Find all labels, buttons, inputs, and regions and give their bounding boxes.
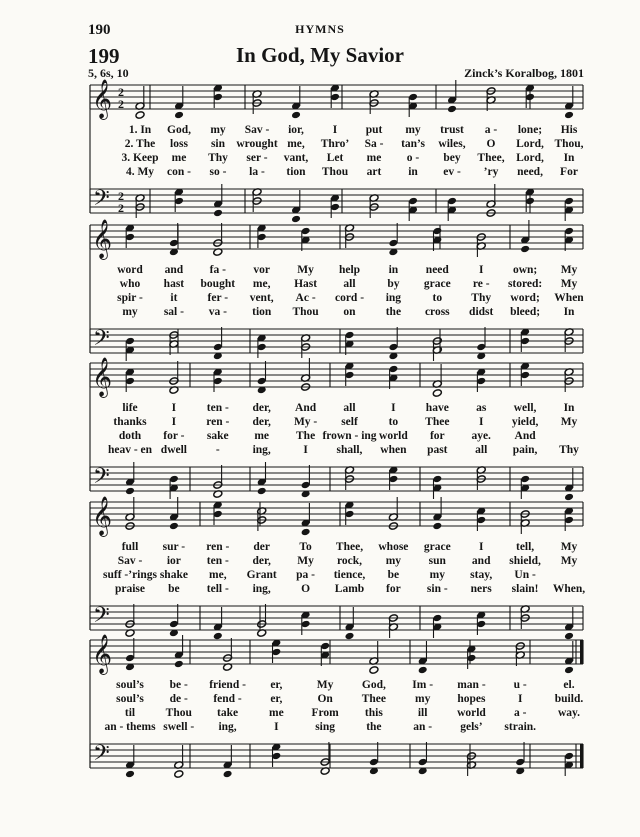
lyric-syllable: re - [472,278,490,290]
lyric-syllable: me, [209,569,227,581]
lyric-syllable: - [215,444,220,456]
lyric-syllable: My [560,264,578,276]
lyric-syllable: an - thems [104,721,156,733]
lyric-syllable: I [171,416,177,428]
lyric-syllable: When [554,292,584,304]
lyric-syllable: tan’s [401,138,425,150]
lyric-syllable: ten - [206,555,229,567]
lyric-syllable: tell, [515,541,535,553]
lyric-syllable: this [364,707,383,719]
lyric-syllable: my [210,124,226,136]
meter: 5, 6s, 10 [88,66,129,80]
lyric-syllable: Sa - [364,138,384,150]
lyric-syllable: I [478,416,484,428]
lyric-syllable: sin - [426,583,448,595]
lyric-syllable: Thou, [554,138,584,150]
lyric-syllable: tion [252,306,272,318]
lyric-syllable: rock, [336,555,363,567]
lyric-syllable: der, [252,416,271,428]
lyric-syllable: va - [208,306,227,318]
lyric-syllable: dwell [160,444,188,456]
lyric-syllable: so - [209,166,227,178]
lyric-syllable: Thou [165,707,192,719]
lyric-syllable: My [560,416,578,428]
lyric-syllable: who [119,278,141,290]
lyric-syllable: o - [406,152,420,164]
hymn-number: 199 [88,44,120,68]
lyric-syllable: 1. In [128,124,152,136]
lyric-syllable: Grant [246,569,277,581]
lyric-syllable: From [311,707,339,719]
note-head [291,111,301,120]
lyric-syllable: ev - [443,166,461,178]
lyric-syllable: de - [169,693,188,705]
lyric-syllable: vant, [283,152,309,164]
page-number: 190 [88,22,111,38]
lyric-syllable: tell - [206,583,229,595]
lyric-syllable: an - [413,721,433,733]
lyric-syllable: In [563,306,575,318]
lyric-syllable: yield, [511,416,539,428]
lyric-syllable: when [380,444,407,456]
lyric-syllable: shall, [336,444,363,456]
lyric-syllable: soul’s [116,679,144,691]
lyric-syllable: as [476,402,487,414]
bass-clef-icon: 𝄢 [93,186,110,216]
lyric-syllable: My [560,555,578,567]
lyric-syllable: for [429,430,445,442]
lyric-syllable: shield, [509,555,541,567]
lyric-syllable: tion [286,166,306,178]
time-signature-bottom: 2 [118,201,124,215]
lyric-syllable: hopes [457,693,486,705]
lyric-syllable: heav - en [107,444,153,456]
lyric-syllable: doth [118,430,142,442]
lyric-syllable: ior [166,555,181,567]
lyric-syllable: world [457,707,486,719]
lyric-syllable: ’ry [483,166,499,178]
lyric-syllable: help [338,264,361,276]
lyric-syllable: stored: [507,278,543,290]
lyric-syllable: wiles, [438,138,466,150]
lyric-syllable: have [425,402,449,414]
lyric-syllable: Thro’ [320,138,350,150]
lyric-syllable: word [117,264,143,276]
lyric-syllable: Lamb [334,583,365,595]
lyric-syllable: O [486,138,496,150]
lyric-syllable: all [343,278,356,290]
lyric-syllable: vent, [249,292,274,304]
lyric-syllable: And [514,430,536,442]
lyric-syllable: con - [167,166,191,178]
lyric-syllable: strain. [504,721,537,733]
lyric-syllable: My [316,679,334,691]
lyric-syllable: ing, [252,583,271,595]
lyric-syllable: aye. [471,430,491,442]
lyric-syllable: Im - [412,679,434,691]
lyric-syllable: and [471,555,491,567]
note-head [174,660,184,669]
lyric-syllable: O [301,583,311,595]
lyric-syllable: lone; [517,124,543,136]
lyric-syllable: ser - [246,152,268,164]
bass-clef-icon: 𝄢 [93,741,110,771]
lyric-syllable: need, [517,166,543,178]
lyric-syllable: my [414,693,431,705]
lyric-syllable: sur - [162,541,186,553]
note-head [301,528,311,537]
lyric-syllable: ill [417,707,428,719]
note-head [447,105,457,114]
lyric-syllable: me, [252,278,271,290]
lyric-syllable: the [366,721,382,733]
lyric-syllable: I [391,402,396,414]
lyric-syllable: til [124,707,136,719]
lyric-syllable: stay, [470,569,493,581]
note-head [135,111,145,120]
lyric-syllable: wrought [236,138,278,150]
lyric-syllable: be [387,569,400,581]
note-head [564,632,574,641]
lyric-syllable: Sav - [117,555,143,567]
note-head [169,522,179,531]
lyric-syllable: bey [443,152,461,164]
lyric-syllable: well, [513,402,537,414]
lyric-syllable: tience, [333,569,366,581]
note-head [520,245,530,254]
lyric-syllable: In [563,402,575,414]
lyric-syllable: self [341,416,358,428]
lyric-syllable: hast [163,278,185,290]
note-head [432,389,442,398]
lyric-syllable: der, [252,402,271,414]
lyric-syllable: My [297,555,314,567]
lyric-syllable: la - [249,166,265,178]
lyric-syllable: bought [200,278,236,290]
note-head [564,493,574,502]
lyric-syllable: ing [385,292,402,304]
lyric-syllable: fend - [213,693,242,705]
treble-clef-icon: 𝄞 [92,496,113,536]
bass-clef-icon: 𝄢 [93,603,110,633]
lyric-syllable: Thou [321,166,349,178]
lyric-syllable: word; [510,292,540,304]
lyric-syllable: vor [253,264,271,276]
lyric-syllable: der [253,541,271,553]
lyric-syllable: shake [159,569,188,581]
lyric-syllable: God, [167,124,191,136]
lyric-syllable: my [405,124,421,136]
note-head [213,209,223,218]
lyric-syllable: ten - [206,402,229,414]
lyric-syllable: Thy [471,292,492,304]
lyric-syllable: on [343,306,356,318]
lyric-syllable: To [299,541,312,553]
lyric-syllable: all [343,402,356,414]
lyric-syllable: past [427,444,448,456]
lyric-syllable: Lord, [516,152,544,164]
lyric-syllable: full [121,541,139,553]
lyric-syllable: and [164,264,184,276]
lyric-syllable: a - [513,707,527,719]
note-head [345,632,355,641]
lyric-syllable: a - [484,124,498,136]
lyric-syllable: slain! [511,583,539,595]
lyric-syllable: I [517,693,523,705]
treble-clef-icon: 𝄞 [92,357,113,397]
lyric-syllable: sin [210,138,226,150]
lyric-syllable: Thee [361,693,387,705]
lyric-syllable: my [385,555,402,567]
lyric-syllable: to [388,416,399,428]
lyric-syllable: trust [440,124,464,136]
lyric-syllable: Thy [208,152,228,164]
note-head [174,111,184,120]
lyric-syllable: My [560,541,578,553]
lyric-syllable: friend - [209,679,246,691]
lyric-syllable: Thee, [335,541,364,553]
lyric-syllable: in [388,264,399,276]
lyric-syllable: me, [287,138,305,150]
lyric-syllable: er, [270,693,283,705]
lyric-syllable: cord - [334,292,365,304]
lyric-syllable: me [366,152,382,164]
lyric-syllable: My - [293,416,318,428]
lyric-syllable: to [432,292,443,304]
lyric-syllable: der, [252,555,271,567]
lyric-syllable: all [475,444,488,456]
lyric-syllable: man - [457,679,486,691]
hymn-title: In God, My Savior [235,43,405,67]
note-head [564,666,574,675]
lyric-syllable: On [317,693,333,705]
lyric-syllable: gels’ [460,721,483,733]
lyric-syllable: spir - [117,292,143,304]
lyric-syllable: In [563,152,575,164]
lyric-syllable: suff -’rings [103,569,157,581]
lyric-syllable: put [365,124,383,136]
lyric-syllable: praise [114,583,146,595]
lyric-syllable: didst [469,306,494,318]
lyric-syllable: soul’s [116,693,144,705]
lyric-syllable: me [171,152,187,164]
lyric-syllable: me [268,707,284,719]
treble-clef-icon: 𝄞 [92,79,113,119]
lyric-syllable: 3. Keep [121,152,159,164]
final-bar-line [580,640,583,664]
lyric-syllable: for [386,583,401,595]
lyric-syllable: bleed; [510,306,541,318]
lyric-syllable: pain, [512,444,538,456]
lyric-syllable: Ac - [295,292,316,304]
lyric-syllable: For [560,166,578,178]
lyric-syllable: Un - [514,569,536,581]
note-head [174,770,184,779]
lyric-syllable: the [385,306,402,318]
time-signature-top: 2 [118,189,124,203]
lyric-syllable: for - [163,430,185,442]
note-head [291,215,301,224]
lyric-syllable: me [254,430,270,442]
lyric-syllable: art [366,166,382,178]
time-signature-top: 2 [118,85,124,99]
lyric-syllable: Thou [292,306,319,318]
final-bar-line [580,744,583,768]
lyric-syllable: sake [206,430,229,442]
lyric-syllable: When, [552,583,586,595]
note-head [432,522,442,531]
lyric-syllable: ners [470,583,492,595]
lyric-syllable: sun [428,555,446,567]
lyric-syllable: fer - [207,292,229,304]
lyric-syllable: Thy [559,444,579,456]
note-head [213,632,223,641]
lyric-syllable: sing [315,721,336,733]
lyric-syllable: Hast [294,278,318,290]
lyric-syllable: whose [378,541,409,553]
lyric-syllable: el. [563,679,575,691]
lyric-syllable: Lord, [516,138,544,150]
lyric-syllable: I [274,721,279,733]
lyric-syllable: frown - ing [322,430,377,442]
lyric-syllable: my [429,569,445,581]
lyric-syllable: world [379,430,408,442]
lyric-syllable: thanks [113,416,147,428]
lyric-syllable: God, [361,679,386,691]
lyric-syllable: I [303,444,308,456]
note-head [564,111,574,120]
lyric-syllable: ior, [288,124,304,136]
lyric-syllable: build. [554,693,584,705]
lyric-syllable: be [168,583,180,595]
lyric-syllable: grace [423,541,451,553]
lyric-syllable: my [122,306,138,318]
note-head [369,666,379,675]
lyric-syllable: My [560,278,578,290]
bass-clef-icon: 𝄢 [93,326,110,356]
lyric-syllable: 4. My [125,166,155,178]
lyric-syllable: Thee, [477,152,505,164]
lyric-syllable: ing, [252,444,271,456]
lyric-syllable: u - [513,679,527,691]
bass-clef-icon: 𝄢 [93,464,110,494]
note-head [125,770,135,779]
lyric-syllable: take [217,707,239,719]
lyric-syllable: The [296,430,316,442]
lyric-syllable: need [425,264,449,276]
lyric-syllable: Let [326,152,344,164]
lyric-syllable: sal - [163,306,184,318]
lyric-syllable: cross [424,306,450,318]
lyric-syllable: Thee [425,416,450,428]
lyric-syllable: fa - [209,264,226,276]
note-head [257,487,267,496]
lyric-syllable: I [478,264,484,276]
lyric-syllable: life [122,402,138,414]
lyric-syllable: I [171,402,177,414]
lyric-syllable: pa - [296,569,316,581]
lyric-syllable: loss [170,138,188,150]
lyric-syllable: own; [512,264,538,276]
lyric-syllable: way. [557,707,581,719]
lyric-syllable: by [387,278,400,290]
lyric-syllable: ren - [206,416,230,428]
lyric-syllable: Sav - [244,124,270,136]
lyric-syllable: And [295,402,317,414]
tune-source: Zinck’s Koralbog, 1801 [464,66,584,80]
note-head [223,770,233,779]
time-signature-bottom: 2 [118,97,124,111]
lyric-syllable: My [297,264,314,276]
lyric-syllable: er, [270,679,283,691]
lyric-syllable: ing, [218,721,237,733]
treble-clef-icon: 𝄞 [92,634,113,674]
lyric-syllable: grace [423,278,451,290]
lyric-syllable: it [170,292,178,304]
lyric-syllable: ren - [206,541,230,553]
lyric-syllable: 2. The [124,138,156,150]
lyric-syllable: I [332,124,338,136]
lyric-syllable: I [478,541,484,553]
lyric-syllable: His [560,124,578,136]
lyric-syllable: in [408,166,418,178]
lyric-syllable: be - [169,679,188,691]
note-head [125,487,135,496]
treble-clef-icon: 𝄞 [92,219,113,259]
note-head [418,666,428,675]
running-head: HYMNS [295,22,345,36]
lyric-syllable: swell - [163,721,195,733]
